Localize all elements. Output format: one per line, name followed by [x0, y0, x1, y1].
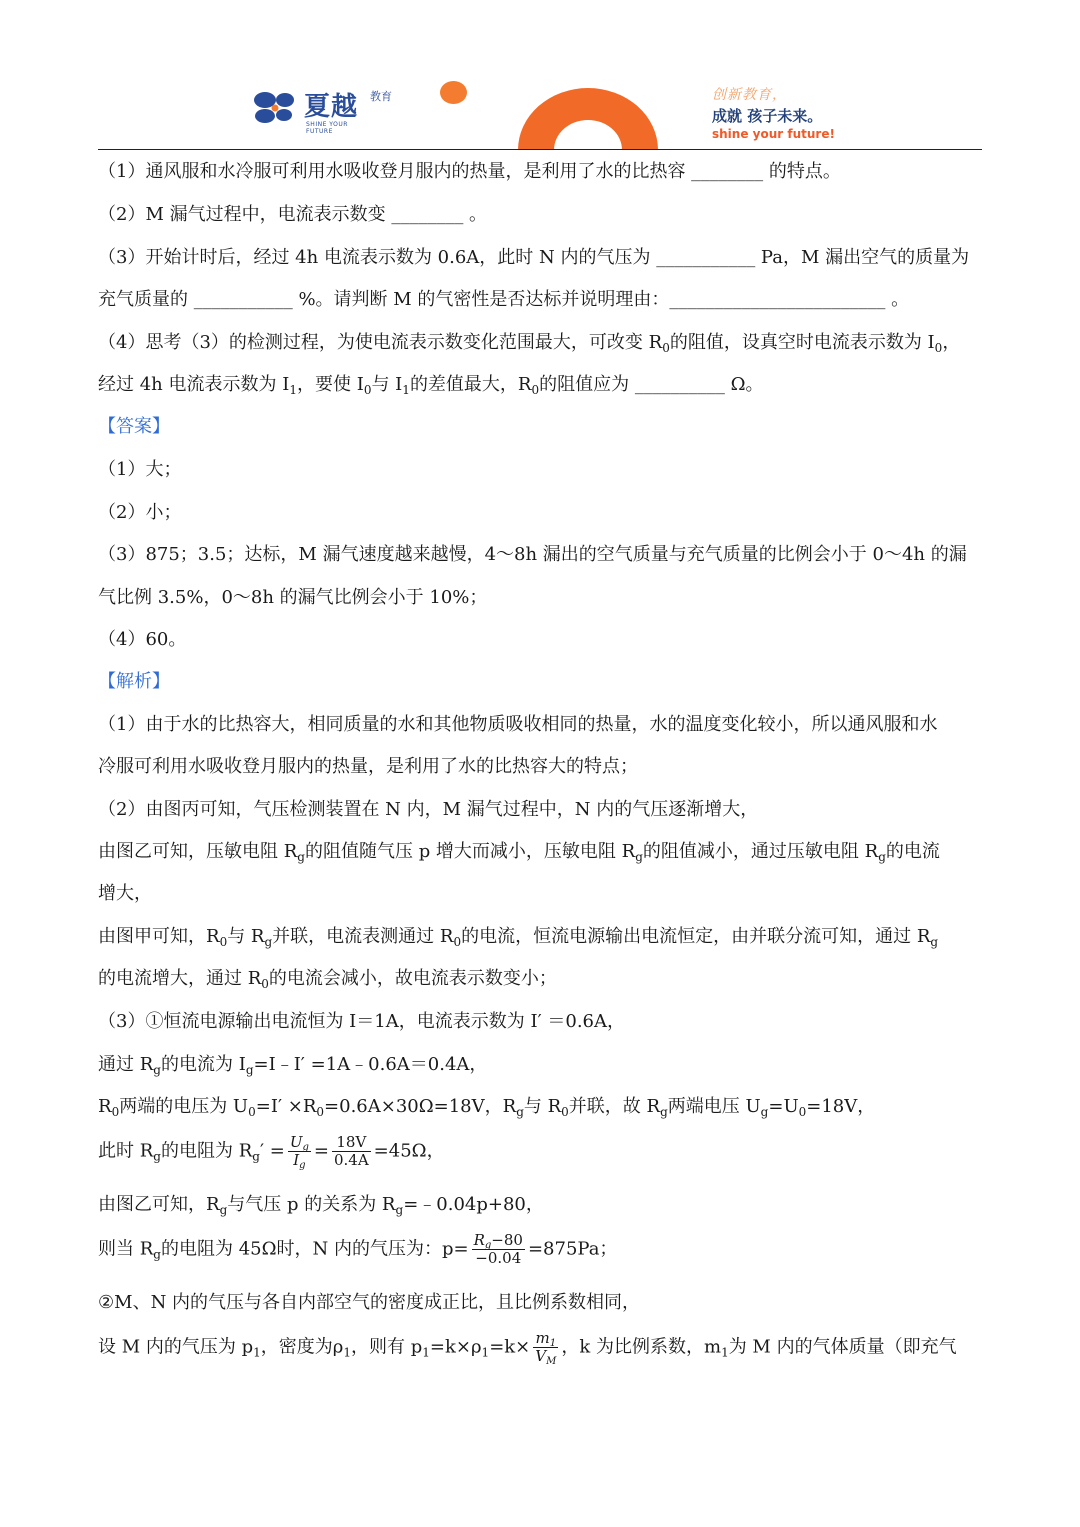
answer-heading: 【答案】 — [98, 416, 170, 437]
analysis-3-line-6: 则当 $R_g$的电阻为 45Ω时，N 内的气压为：p= $\frac{R_g-80}{-0.04}$ =875Pa； — [98, 1231, 618, 1267]
answer-2: （2）小； — [98, 502, 182, 523]
fraction-pressure: $\frac{R_g-80}{-0.04}$ — [473, 1231, 523, 1267]
analysis-3-line-4: 此时 $R_g$的电阻为 $R_g'$ = $\frac{U_g}{I_g}$ = $\frac{18V}{0.4A}$ =45Ω， — [98, 1133, 445, 1171]
question-2: （2）M 漏气过程中，电流表示数变 ________ 。 — [98, 204, 488, 225]
analysis-3-line-3: $R_0$两端的电压为 $U_0=I' \times R_0=0.6A\times 30\Omega=18V$，$R_g$与 $R_0$并联，故 $R_g$两端电压 $U_g=U_0=18V$， — [98, 1096, 876, 1119]
question-3-line-2: 充气质量的 ___________ %。请判断 M 的气密性是否达标并说明理由：________________________ 。 — [98, 289, 910, 310]
slogan-line-3: shine your future! — [712, 127, 835, 141]
analysis-1-line-1: （1）由于水的比热容大，相同质量的水和其他物质吸收相同的热量，水的温度变化较小，所以通风服和水 — [98, 714, 938, 735]
analysis-1-line-2: 冷服可利用水吸收登月服内的热量，是利用了水的比热容大的特点； — [98, 756, 638, 777]
brand-tagline: SHINE YOUR FUTURE — [306, 121, 348, 135]
question-4-line-2: 经过 4h 电流表示数为 $I_1$，要使 $I_0$与 $I_1$的差值最大，$R_0$的阻值应为 __________ Ω。 — [98, 374, 764, 397]
brand-suffix: 教育 — [370, 90, 392, 103]
slogan-line-2: 成就 孩子未来。 — [712, 107, 823, 125]
answer-4: （4）60。 — [98, 629, 187, 650]
orange-arch-graphic — [518, 88, 658, 150]
answer-3-line-2: 气比例 3.5%，0～8h 的漏气比例会小于 10%； — [98, 587, 488, 608]
analysis-3-line-1: （3）①恒流电源输出电流恒为 I＝1A，电流表示数为 I′ ＝0.6A， — [98, 1011, 625, 1032]
answer-1: （1）大； — [98, 459, 182, 480]
analysis-2-line-3: 增大， — [98, 883, 152, 904]
analysis-3-line-2: 通过 $R_g$的电流为 $I_g=I﹣I'$ =1A﹣0.6A＝0.4A， — [98, 1054, 488, 1077]
answer-3-line-1: （3）875；3.5；达标，M 漏气速度越来越慢，4～8h 漏出的空气质量与充气质量的比例会小于 0～4h 的漏 — [98, 544, 967, 565]
fraction-m1-over-vm: $\frac{m_1}{V_M}$ — [535, 1329, 557, 1367]
header-rule — [98, 149, 982, 150]
fraction-18v-over-04a: $\frac{18V}{0.4A}$ — [333, 1133, 369, 1169]
analysis-2-line-2: 由图乙可知，压敏电阻 $R_g$的阻值随气压 p 增大而减小，压敏电阻 $R_g$的阻值减小，通过压敏电阻 $R_g$的电流 — [98, 841, 940, 864]
orange-dot — [440, 81, 467, 104]
analysis-2-line-4: 由图甲可知，$R_0$与 $R_g$并联，电流表测通过 $R_0$的电流，恒流电源输出电流恒定，由并联分流可知，通过 $R_g$ — [98, 926, 939, 949]
slogan-line-1: 创新教育， — [712, 87, 787, 103]
analysis-3-line-5: 由图乙可知，$R_g$与气压 p 的关系为 $R_g=﹣0.04p+80$， — [98, 1194, 544, 1217]
question-4-line-1: （4）思考（3）的检测过程，为使电流表示数变化范围最大，可改变 $R_0$的阻值，设真空时电流表示数为 $I_0$， — [98, 332, 961, 355]
analysis-3-line-7: ②M、N 内的气压与各自内部空气的密度成正比，且比例系数相同， — [98, 1292, 641, 1313]
analysis-3-line-8: 设 M 内的气压为 $p_1$，密度为$\rho_1$，则有 $p_1=k\times\rho_1=k\times$ $\frac{m_1}{V_M}$ ，k 为比例系数，$m_1$为 M 内的气体质量（即充气 — [98, 1329, 957, 1367]
analysis-2-line-5: 的电流增大，通过 $R_0$的电流会减小，故电流表示数变小； — [98, 968, 557, 991]
butterfly-logo-icon — [252, 88, 302, 128]
page-header — [0, 0, 1080, 152]
question-1: （1）通风服和水冷服可利用水吸收登月服内的热量，是利用了水的比热容 ________ 的特点。 — [98, 161, 841, 182]
analysis-heading: 【解析】 — [98, 671, 170, 692]
slogan — [712, 84, 852, 140]
fraction-ug-over-ig: $\frac{U_g}{I_g}$ — [289, 1133, 309, 1171]
analysis-2-line-1: （2）由图丙可知，气压检测装置在 N 内，M 漏气过程中，N 内的气压逐渐增大， — [98, 799, 759, 820]
question-3-line-1: （3）开始计时后，经过 4h 电流表示数为 0.6A，此时 N 内的气压为 ___________ Pa，M 漏出空气的质量为 — [98, 247, 970, 268]
brand-name: 夏越 — [304, 92, 359, 122]
